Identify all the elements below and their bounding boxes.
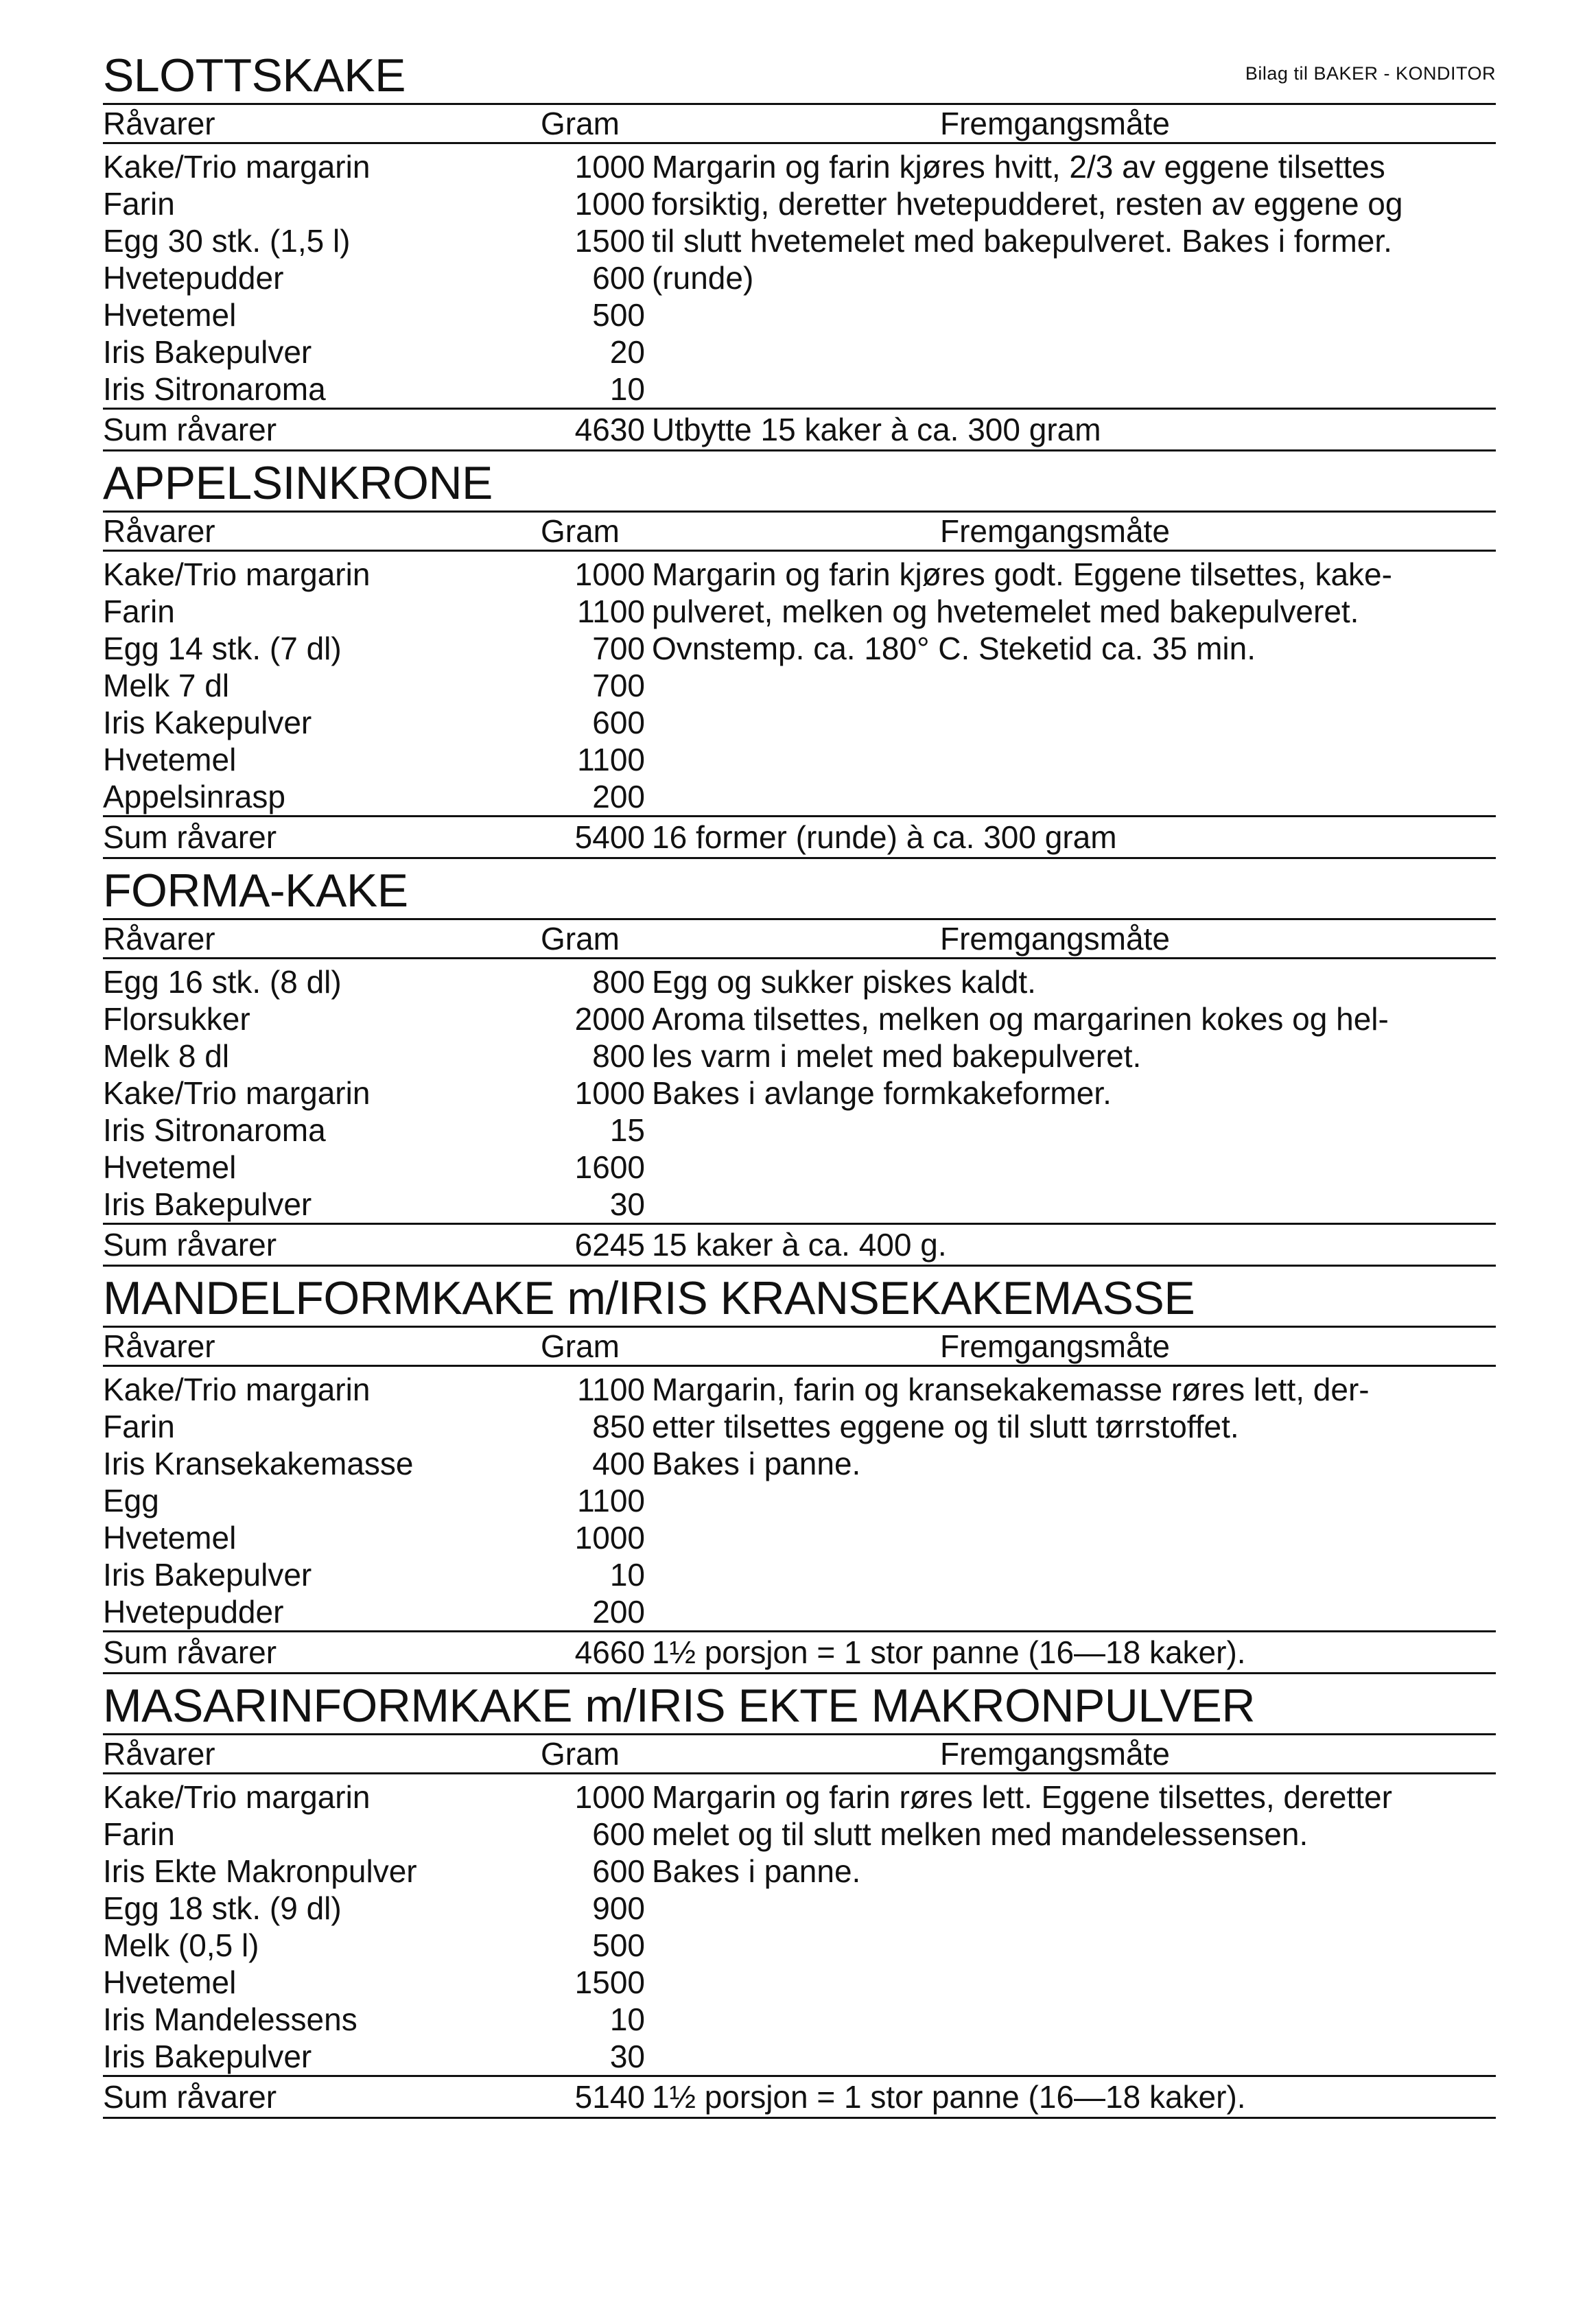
method-line: Egg og sukker piskes kaldt.: [652, 964, 1036, 1000]
ingredient-name: Melk (0,5 l): [103, 1927, 259, 1963]
ingredient-row: [103, 1112, 645, 1149]
ingredient-row: [103, 963, 645, 1000]
ingredient-row: [103, 556, 645, 593]
ingredient-gram: 500: [592, 1927, 645, 1963]
ingredient-gram: 800: [592, 1038, 645, 1074]
ingredient-name: Farin: [103, 1409, 175, 1444]
recipe-title: FORMA-KAKE: [103, 865, 408, 917]
ingredient-name: Appelsinrasp: [103, 779, 285, 814]
ingredient-name: Egg 16 stk. (8 dl): [103, 964, 342, 1000]
ingredient-name: Florsukker: [103, 1001, 250, 1037]
method-line: Aroma tilsettes, melken og margarinen kokes og hel-: [652, 1001, 1389, 1037]
ingredient-gram: 1100: [577, 1483, 645, 1518]
column-header-method: Fremgangsmåte: [940, 106, 1170, 141]
ingredient-name: Iris Bakepulver: [103, 1186, 312, 1222]
ingredient-gram: 10: [609, 2002, 645, 2037]
column-header-row: [103, 103, 1496, 144]
ingredient-gram: 1000: [574, 1779, 645, 1815]
yield-text: Utbytte 15 kaker à ca. 300 gram: [652, 412, 1101, 447]
recipe-body: [103, 959, 1496, 1223]
ingredient-row: [103, 1890, 645, 1927]
ingredient-gram: 900: [592, 1890, 645, 1926]
ingredient-gram: 1100: [577, 1372, 645, 1407]
ingredient-gram: 1000: [574, 149, 645, 185]
ingredient-name: Farin: [103, 186, 175, 222]
method-text: [652, 556, 1496, 667]
ingredient-gram: 20: [609, 334, 645, 370]
recipe-sheet: [103, 48, 1496, 2123]
ingredient-name: Iris Sitronaroma: [103, 1112, 326, 1148]
column-header-ingredients: Råvarer: [103, 1328, 215, 1364]
method-text: [652, 1779, 1496, 1890]
ingredient-gram: 700: [592, 668, 645, 703]
sum-gram: 5140: [574, 2079, 645, 2115]
column-header-gram: Gram: [541, 921, 620, 957]
ingredient-name: Egg 14 stk. (7 dl): [103, 631, 342, 666]
sum-row: [103, 1223, 1496, 1267]
column-header-ingredients: Råvarer: [103, 106, 215, 141]
ingredient-row: [103, 333, 645, 371]
column-header-method: Fremgangsmåte: [940, 921, 1170, 957]
ingredient-gram: 1000: [574, 186, 645, 222]
ingredient-name: Kake/Trio margarin: [103, 149, 371, 185]
ingredient-row: [103, 593, 645, 630]
ingredient-name: Egg 18 stk. (9 dl): [103, 1890, 342, 1926]
ingredient-row: [103, 630, 645, 667]
method-line: Ovnstemp. ca. 180° C. Steketid ca. 35 min.: [652, 631, 1256, 666]
ingredient-gram: 1500: [574, 1964, 645, 2000]
recipe-title: SLOTTSKAKE: [103, 49, 406, 102]
ingredient-list: [103, 144, 645, 408]
ingredient-row: [103, 2001, 645, 2038]
column-header-method: Fremgangsmåte: [940, 513, 1170, 549]
column-header-row: [103, 918, 1496, 959]
method-text: [652, 963, 1496, 1112]
ingredient-name: Melk 7 dl: [103, 668, 230, 703]
sum-gram: 6245: [574, 1227, 645, 1263]
ingredient-list: [103, 1367, 645, 1630]
ingredient-name: Kake/Trio margarin: [103, 1075, 371, 1111]
ingredient-name: Hvetemel: [103, 1964, 237, 2000]
recipe-body: [103, 144, 1496, 408]
ingredient-row: [103, 2038, 645, 2075]
method-line: etter tilsettes eggene og til slutt tørrstoffet.: [652, 1409, 1239, 1444]
ingredient-gram: 2000: [574, 1001, 645, 1037]
recipe-list: [103, 48, 1496, 2119]
ingredient-name: Farin: [103, 594, 175, 629]
sum-label: Sum råvarer: [103, 2079, 277, 2115]
ingredient-row: [103, 1927, 645, 1964]
recipe-section: [103, 863, 1496, 1267]
yield-text: 16 former (runde) à ca. 300 gram: [652, 819, 1117, 855]
ingredient-gram: 600: [592, 705, 645, 740]
ingredient-row: [103, 741, 645, 778]
ingredient-name: Hvetemel: [103, 742, 237, 777]
ingredient-gram: 400: [592, 1446, 645, 1481]
ingredient-gram: 15: [609, 1112, 645, 1148]
ingredient-gram: 30: [609, 2039, 645, 2074]
recipe-body: [103, 1367, 1496, 1630]
recipe-section: [103, 456, 1496, 859]
ingredient-row: [103, 1408, 645, 1445]
ingredient-row: [103, 778, 645, 815]
ingredient-name: Iris Bakepulver: [103, 1557, 312, 1593]
method-text: [652, 148, 1496, 296]
ingredient-list: [103, 552, 645, 815]
yield-text: 15 kaker à ca. 400 g.: [652, 1227, 947, 1263]
method-line: Bakes i panne.: [652, 1853, 861, 1889]
ingredient-row: [103, 1482, 645, 1519]
ingredient-name: Iris Mandelessens: [103, 2002, 357, 2037]
column-header-gram: Gram: [541, 513, 620, 549]
sum-label: Sum råvarer: [103, 1227, 277, 1263]
ingredient-name: Iris Kakepulver: [103, 705, 312, 740]
ingredient-row: [103, 667, 645, 704]
ingredient-row: [103, 1556, 645, 1593]
recipe-title: APPELSINKRONE: [103, 457, 493, 509]
ingredient-gram: 30: [609, 1186, 645, 1222]
sum-gram: 5400: [574, 819, 645, 855]
ingredient-gram: 600: [592, 1816, 645, 1852]
ingredient-name: Iris Ekte Makronpulver: [103, 1853, 417, 1889]
method-line: Margarin, farin og kransekakemasse røres lett, der-: [652, 1372, 1370, 1407]
method-line: les varm i melet med bakepulveret.: [652, 1038, 1142, 1074]
ingredient-gram: 200: [592, 779, 645, 814]
ingredient-gram: 200: [592, 1594, 645, 1630]
sum-label: Sum råvarer: [103, 1634, 277, 1670]
ingredient-row: [103, 704, 645, 741]
ingredient-gram: 10: [609, 1557, 645, 1593]
method-line: Margarin og farin røres lett. Eggene tilsettes, deretter: [652, 1779, 1392, 1815]
ingredient-row: [103, 185, 645, 222]
ingredient-row: [103, 1853, 645, 1890]
ingredient-gram: 1100: [577, 594, 645, 629]
ingredient-gram: 1000: [574, 556, 645, 592]
method-line: til slutt hvetemelet med bakepulveret. Bakes i former.: [652, 223, 1392, 259]
sum-row: [103, 2075, 1496, 2119]
column-header-method: Fremgangsmåte: [940, 1328, 1170, 1364]
method-line: melet og til slutt melken med mandelessensen.: [652, 1816, 1309, 1852]
page-subtitle: Bilag til BAKER - KONDITOR: [1245, 63, 1496, 84]
ingredient-gram: 1000: [574, 1075, 645, 1111]
yield-text: 1½ porsjon = 1 stor panne (16—18 kaker).: [652, 1634, 1246, 1670]
ingredient-row: [103, 1816, 645, 1853]
ingredient-gram: 10: [609, 371, 645, 407]
method-line: forsiktig, deretter hvetepudderet, resten av eggene og: [652, 186, 1403, 222]
yield-text: 1½ porsjon = 1 stor panne (16—18 kaker).: [652, 2079, 1246, 2115]
ingredient-gram: 1500: [574, 223, 645, 259]
column-header-row: [103, 1733, 1496, 1774]
ingredient-name: Iris Sitronaroma: [103, 371, 326, 407]
sum-row: [103, 1630, 1496, 1674]
ingredient-name: Iris Bakepulver: [103, 334, 312, 370]
ingredient-row: [103, 222, 645, 259]
sum-label: Sum råvarer: [103, 412, 277, 447]
sum-row: [103, 408, 1496, 451]
ingredient-name: Melk 8 dl: [103, 1038, 230, 1074]
ingredient-name: Iris Kransekakemasse: [103, 1446, 414, 1481]
ingredient-gram: 850: [592, 1409, 645, 1444]
column-header-ingredients: Råvarer: [103, 921, 215, 957]
ingredient-row: [103, 259, 645, 296]
ingredient-name: Hvetemel: [103, 1149, 237, 1185]
column-header-row: [103, 511, 1496, 552]
ingredient-name: Kake/Trio margarin: [103, 556, 371, 592]
column-header-gram: Gram: [541, 1736, 620, 1772]
method-line: (runde): [652, 260, 754, 296]
method-line: Margarin og farin kjøres hvitt, 2/3 av eggene tilsettes: [652, 149, 1385, 185]
ingredient-row: [103, 1186, 645, 1223]
ingredient-gram: 600: [592, 260, 645, 296]
column-header-row: [103, 1326, 1496, 1367]
recipe-section: [103, 1271, 1496, 1674]
column-header-ingredients: Råvarer: [103, 513, 215, 549]
method-line: Bakes i panne.: [652, 1446, 861, 1481]
ingredient-row: [103, 1075, 645, 1112]
ingredient-gram: 1600: [574, 1149, 645, 1185]
sum-gram: 4660: [574, 1634, 645, 1670]
ingredient-gram: 700: [592, 631, 645, 666]
sum-label: Sum råvarer: [103, 819, 277, 855]
ingredient-name: Hvetepudder: [103, 260, 284, 296]
ingredient-name: Egg: [103, 1483, 159, 1518]
ingredient-gram: 800: [592, 964, 645, 1000]
recipe-body: [103, 1774, 1496, 2075]
ingredient-gram: 600: [592, 1853, 645, 1889]
recipe-section: [103, 48, 1496, 451]
ingredient-name: Hvetepudder: [103, 1594, 284, 1630]
sum-row: [103, 815, 1496, 859]
ingredient-row: [103, 1445, 645, 1482]
column-header-gram: Gram: [541, 1328, 620, 1364]
column-header-method: Fremgangsmåte: [940, 1736, 1170, 1772]
ingredient-row: [103, 148, 645, 185]
ingredient-gram: 500: [592, 297, 645, 333]
ingredient-row: [103, 1593, 645, 1630]
ingredient-row: [103, 1779, 645, 1816]
ingredient-row: [103, 1037, 645, 1075]
ingredient-name: Kake/Trio margarin: [103, 1372, 371, 1407]
ingredient-name: Hvetemel: [103, 1520, 237, 1556]
recipe-body: [103, 552, 1496, 815]
page-header: [103, 48, 1496, 103]
ingredient-list: [103, 959, 645, 1223]
ingredient-row: [103, 1149, 645, 1186]
ingredient-name: Iris Bakepulver: [103, 2039, 312, 2074]
ingredient-list: [103, 1774, 645, 2075]
method-line: pulveret, melken og hvetemelet med bakepulveret.: [652, 594, 1359, 629]
sum-gram: 4630: [574, 412, 645, 447]
ingredient-name: Kake/Trio margarin: [103, 1779, 371, 1815]
ingredient-gram: 1100: [577, 742, 645, 777]
method-line: Margarin og farin kjøres godt. Eggene tilsettes, kake-: [652, 556, 1392, 592]
recipe-title: MANDELFORMKAKE m/IRIS KRANSEKAKEMASSE: [103, 1272, 1195, 1324]
ingredient-row: [103, 1519, 645, 1556]
ingredient-name: Egg 30 stk. (1,5 l): [103, 223, 351, 259]
ingredient-row: [103, 296, 645, 333]
recipe-section: [103, 1678, 1496, 2119]
ingredient-name: Hvetemel: [103, 297, 237, 333]
method-line: Bakes i avlange formkakeformer.: [652, 1075, 1112, 1111]
ingredient-row: [103, 1371, 645, 1408]
method-text: [652, 1371, 1496, 1482]
ingredient-row: [103, 1000, 645, 1037]
column-header-gram: Gram: [541, 106, 620, 141]
ingredient-gram: 1000: [574, 1520, 645, 1556]
ingredient-row: [103, 371, 645, 408]
ingredient-name: Farin: [103, 1816, 175, 1852]
ingredient-row: [103, 1964, 645, 2001]
recipe-title: MASARINFORMKAKE m/IRIS EKTE MAKRONPULVER: [103, 1680, 1256, 1732]
column-header-ingredients: Råvarer: [103, 1736, 215, 1772]
